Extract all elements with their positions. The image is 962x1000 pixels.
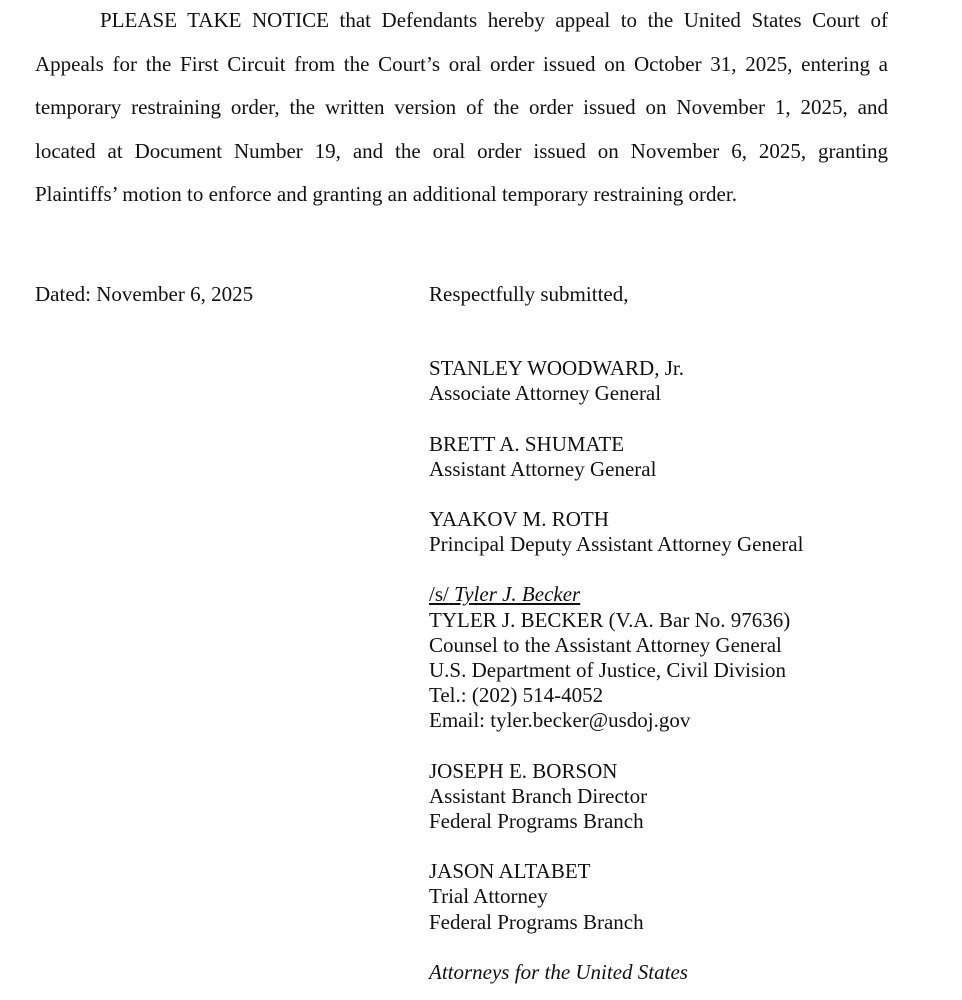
signature-block (429, 282, 803, 985)
attorney-name: YAAKOV M. ROTH (429, 507, 609, 532)
attorney-title: Associate Attorney General (429, 381, 662, 406)
closing: Respectfully submitted, (429, 282, 629, 306)
attorney-title: Assistant Branch Director (429, 783, 648, 808)
attorney-branch: Federal Programs Branch (429, 909, 644, 934)
attorney-name: JASON ALTABET (429, 859, 591, 884)
paragraph-line: Plaintiffs’ motion to enforce and granting an additional temporary restraining order. (35, 182, 737, 207)
attorney-title: Assistant Attorney General (429, 456, 657, 481)
attorney-name: BRETT A. SHUMATE (429, 431, 625, 456)
paragraph-line: Appeals for the First Circuit from the Court’s oral order issued on October 31, 2025, entering a (35, 51, 888, 76)
signer-name: TYLER J. BECKER (V.A. Bar No. 97636) (429, 607, 791, 632)
attorney-name: STANLEY WOODWARD, Jr. (429, 356, 684, 381)
signer-department: U.S. Department of Justice, Civil Division (429, 658, 786, 683)
notice-paragraph (35, 6, 888, 224)
signer-title: Counsel to the Assistant Attorney General (429, 632, 782, 657)
attorney-title: Trial Attorney (429, 884, 548, 909)
attorney-woodward (429, 356, 803, 406)
attorney-branch: Federal Programs Branch (429, 809, 644, 834)
attorney-shumate (429, 432, 803, 482)
attorney-title: Principal Deputy Assistant Attorney General (429, 532, 804, 557)
attorney-becker (429, 582, 803, 733)
attorney-name: JOSEPH E. BORSON (429, 758, 618, 783)
attorneys-for: Attorneys for the United States (429, 959, 688, 984)
s-name: Tyler J. Becker (454, 582, 581, 607)
e-signature (429, 582, 803, 607)
signer-phone: Tel.: (202) 514-4052 (429, 683, 604, 708)
attorney-altabet (429, 859, 803, 935)
date-line: Dated: November 6, 2025 (35, 282, 254, 306)
signer-email: Email: tyler.becker@usdoj.gov (429, 708, 691, 733)
paragraph-line: PLEASE TAKE NOTICE that Defendants hereby appeal to the United States Court of (100, 8, 888, 32)
paragraph-line: temporary restraining order, the written version of the order issued on November 1, 2025, and (35, 95, 888, 120)
s-prefix: /s/ (429, 582, 449, 607)
paragraph-line: located at Document Number 19, and the oral order issued on November 6, 2025, granting (35, 138, 888, 163)
attorney-borson (429, 759, 803, 835)
attorney-roth (429, 507, 803, 557)
